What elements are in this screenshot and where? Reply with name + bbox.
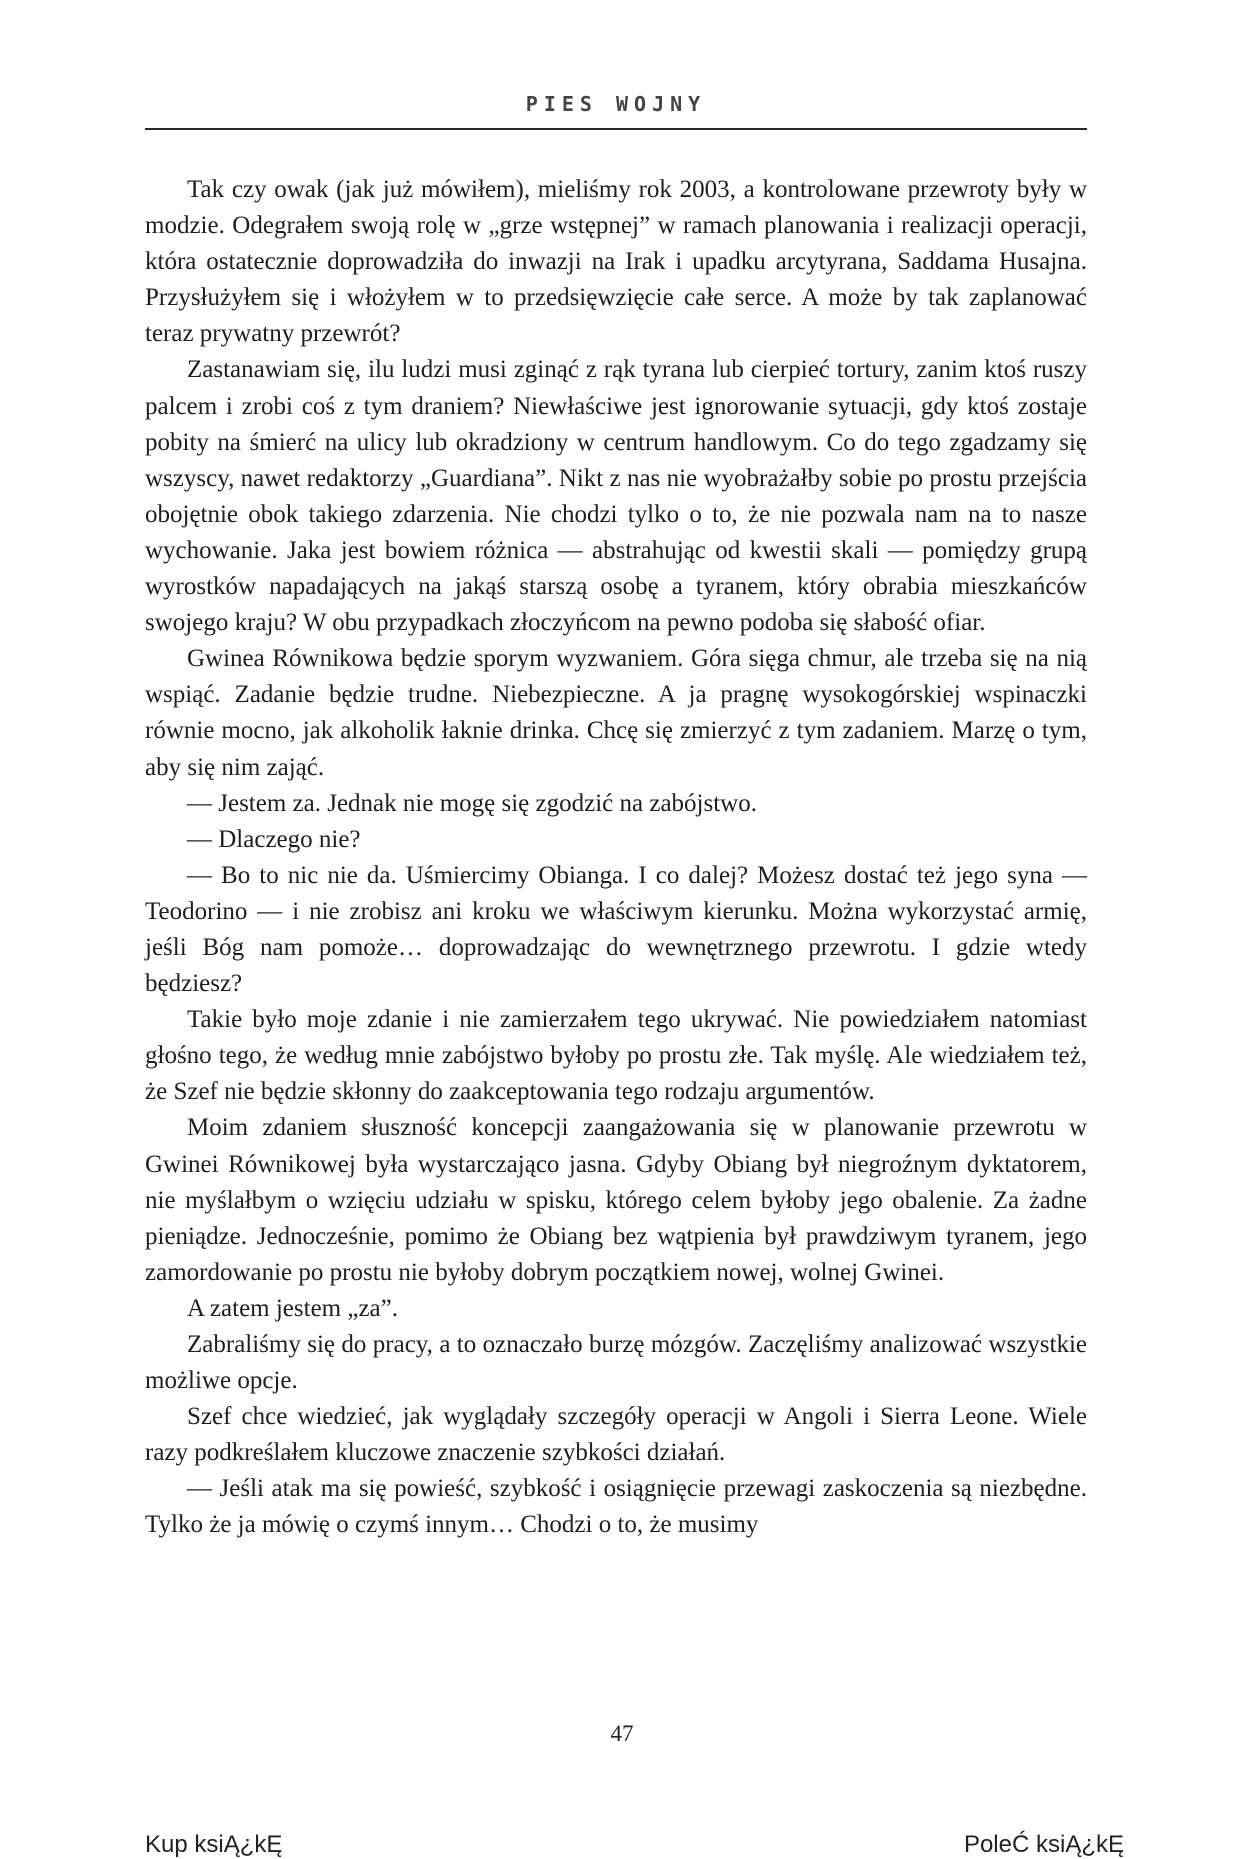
running-head-title: PIES WOJNY: [525, 92, 707, 116]
page-header: [145, 88, 1087, 130]
paragraph: A zatem jestem „za”.: [187, 1294, 398, 1322]
paragraph: Tak czy owak (jak już mówiłem), mieliśmy rok 2003, a kontrolowane przewroty były w modzie. Odegrałem swoją rolę w „grze wstępnej” w ramach planowania i realizacji operacji, która ostatecznie doprowadziła do inwazji na Irak i upadku arcytyrana, Saddama Husajna. Przysłużyłem się i włożyłem w to przedsięwzięcie całe serce. A może by tak zaplanować teraz prywatny przewrót?: [145, 176, 1087, 348]
buy-book-link[interactable]: Kup ksiĄ¿kĘ: [145, 1831, 283, 1858]
paragraph: Zabraliśmy się do pracy, a to oznaczało burzę mózgów. Zaczęliśmy analizować wszystkie możliwe opcje.: [145, 1331, 1087, 1395]
dialogue-line: — Dlaczego nie?: [187, 825, 361, 853]
dialogue-line: — Jeśli atak ma się powieść, szybkość i osiągnięcie przewagi zaskoczenia są niezbędne. Tylko że ja mówię o czymś innym… Chodzi o to, że musimy: [145, 1475, 1087, 1539]
paragraph: Takie było moje zdanie i nie zamierzałem tego ukrywać. Nie powiedziałem natomiast głośno tego, że według mnie zabójstwo byłoby po prostu złe. Tak myślę. Ale wiedziałem też, że Szef nie będzie skłonny do zaakceptowania tego rodzaju argumentów.: [145, 1006, 1087, 1106]
body-text: [145, 172, 1087, 1544]
paragraph: Moim zdaniem słuszność koncepcji zaangażowania się w planowanie przewrotu w Gwinei Równikowej była wystarczająco jasna. Gdyby Obiang był niegroźnym dyktatorem, nie myślałbym o wzięciu udziału w spisku, którego celem byłoby jego obalenie. Za żadne pieniądze. Jednocześnie, pomimo że Obiang bez wątpienia był prawdziwym tyranem, jego zamordowanie po prostu nie byłoby dobrym początkiem nowej, wolnej Gwinei.: [145, 1114, 1087, 1286]
paragraph: Gwinea Równikowa będzie sporym wyzwaniem. Góra sięga chmur, ale trzeba się na nią wspiąć. Zadanie będzie trudne. Niebezpieczne. A ja pragnę wysokogórskiej wspinaczki równie mocno, jak alkoholik łaknie drinka. Chcę się zmierzyć z tym zadaniem. Marzę o tym, aby się nim zająć.: [145, 645, 1087, 781]
paragraph: Szef chce wiedzieć, jak wyglądały szczegóły operacji w Angoli i Sierra Leone. Wiele razy podkreślałem kluczowe znaczenie szybkości działań.: [145, 1403, 1087, 1467]
paragraph: Zastanawiam się, ilu ludzi musi zginąć z rąk tyrana lub cierpieć tortury, zanim ktoś ruszy palcem i zrobi coś z tym draniem? Niewłaściwe jest ignorowanie sytuacji, gdy ktoś zostaje pobity na śmierć na ulicy lub okradziony w centrum handlowym. Co do tego zgadzamy się wszyscy, nawet redaktorzy „Guardiana”. Nikt z nas nie wyobrażałby sobie po prostu przejścia obojętnie obok takiego zdarzenia. Nie chodzi tylko o to, że nie pozwala nam na to nasze wychowanie. Jaka jest bowiem różnica — abstrahując od kwestii skali — pomiędzy grupą wyrostków napadających na jakąś starszą osobę a tyranem, który obrabia mieszkańców swojego kraju? W obu przypadkach złoczyńcom na pewno podoba się słabość ofiar.: [145, 356, 1087, 637]
recommend-book-link[interactable]: PoleĆ ksiĄ¿kĘ: [963, 1831, 1124, 1858]
page-number: 47: [610, 1721, 634, 1746]
dialogue-line: — Jestem za. Jednak nie mogę się zgodzić na zabójstwo.: [187, 789, 757, 817]
dialogue-line: — Bo to nic nie da. Uśmiercimy Obianga. I co dalej? Możesz dostać też jego syna — Teodorino — i nie zrobisz ani kroku we właściwym kierunku. Można wykorzystać armię, jeśli Bóg nam pomoże… doprowadzając do wewnętrznego przewrotu. I gdzie wtedy będziesz?: [145, 861, 1087, 998]
